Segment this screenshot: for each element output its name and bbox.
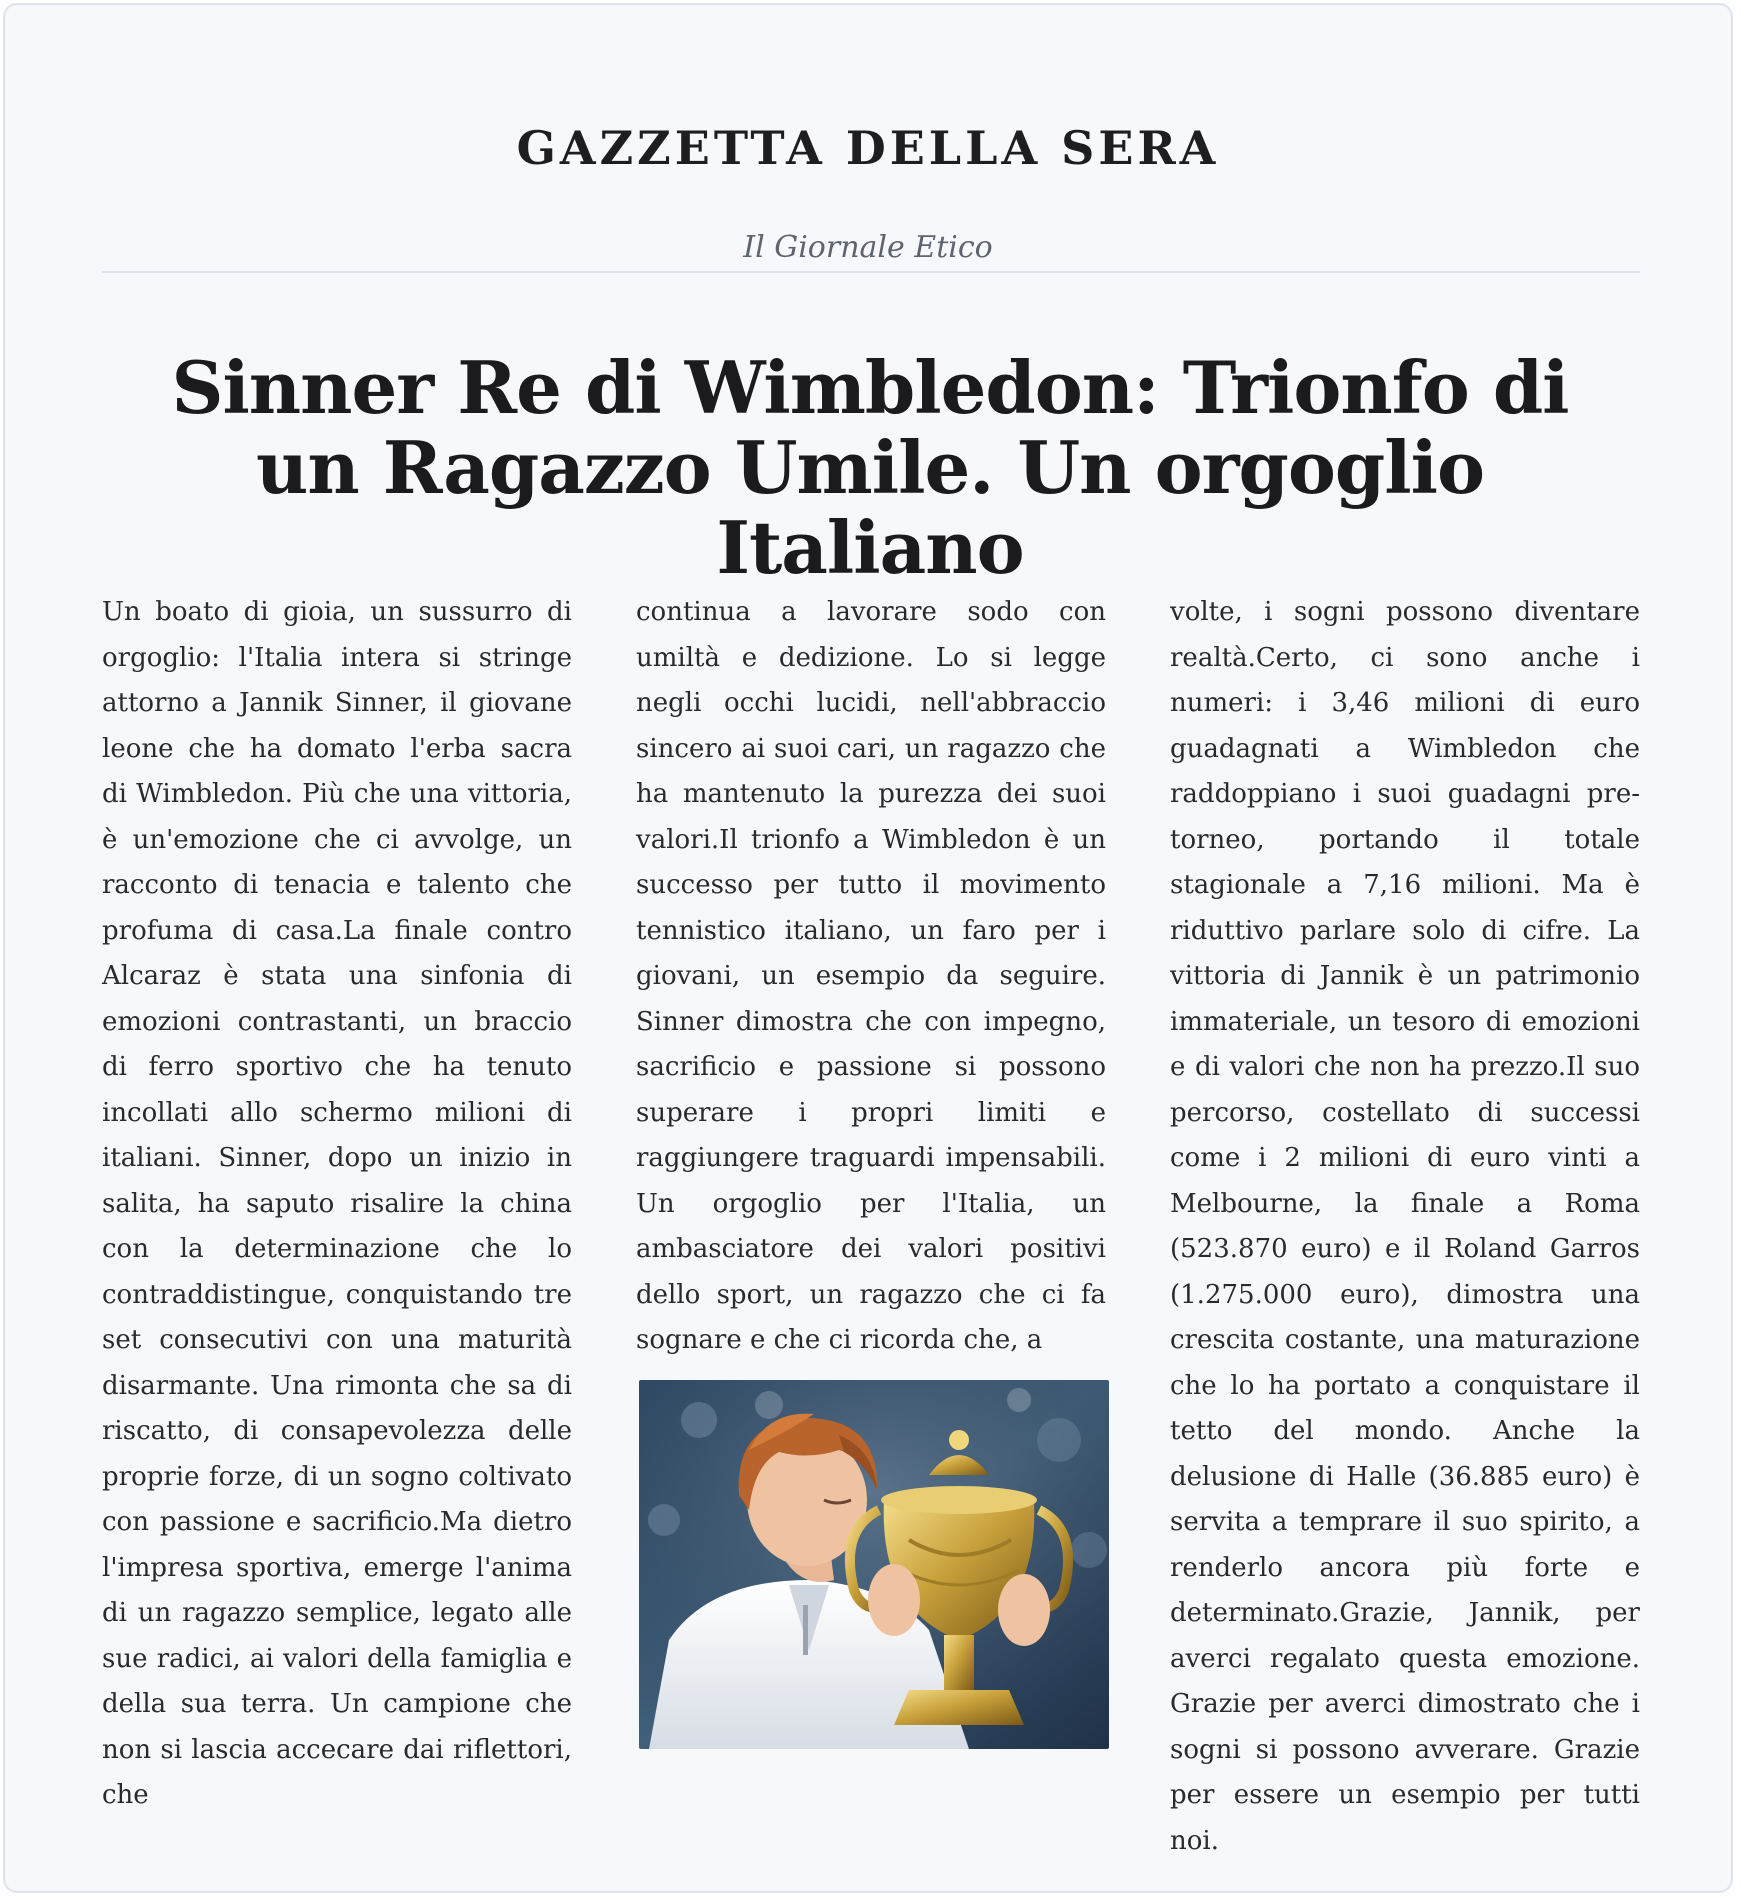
article-column-1 (102, 590, 572, 1819)
column-1-text: Un boato di gioia, un sussurro di orgoglio: l'Italia intera si stringe attorno a Jannik Sinner, il giovane leone che ha domato l'erba sacra di Wimbledon. Più che una vittoria, è un'emozione che ci avvolge, un racconto di tenacia e talento che profuma di casa.La finale contro Alcaraz è stata una sinfonia di emozioni contrastanti, un braccio di ferro sportivo che ha tenuto incollati allo schermo milioni di italiani. Sinner, dopo un inizio in salita, ha saputo risalire la china con la determinazione che lo contraddistingue, conquistando tre set consecutivi con una maturità disarmante. Una rimonta che sa di riscatto, di consapevolezza delle proprie forze, di un sogno coltivato con passione e sacrificio.Ma dietro l'impresa sportiva, emerge l'anima di un ragazzo semplice, legato alle sue radici, ai valori della famiglia e della sua terra. Un campione che non si lascia accecare dai riflettori, che (102, 597, 572, 1810)
column-3-text: volte, i sogni possono diventare realtà.Certo, ci sono anche i numeri: i 3,46 milioni di euro guadagnati a Wimbledon che raddoppiano i suoi guadagni pre-torneo, portando il totale stagionale a 7,16 milioni. Ma è riduttivo parlare solo di cifre. La vittoria di Jannik è un patrimonio immateriale, un tesoro di emozioni e di valori che non ha prezzo.Il suo percorso, costellato di successi come i 2 milioni di euro vinti a Melbourne, la finale a Roma (523.870 euro) e il Roland Garros (1.275.000 euro), dimostra una crescita costante, una maturazione che lo ha portato a conquistare il tetto del mondo. Anche la delusione di Halle (36.885 euro) è servita a temprare il suo spirito, a renderlo ancora più forte e determinato.Grazie, Jannik, per averci regalato questa emozione. Grazie per averci dimostrato che i sogni si possono avverare. Grazie per essere un esempio per tutti noi. (1170, 597, 1640, 1856)
column-2-text: continua a lavorare sodo con umiltà e dedizione. Lo si legge negli occhi lucidi, nell'abbraccio sincero ai suoi cari, un ragazzo che ha mantenuto la purezza dei suoi valori.Il trionfo a Wimbledon è un successo per tutto il movimento tennistico italiano, un faro per i giovani, un esempio da seguire. Sinner dimostra che con impegno, sacrificio e passione si possono superare i propri limiti e raggiungere traguardi impensabili. Un orgoglio per l'Italia, un ambasciatore dei valori positivi dello sport, un ragazzo che ci fa sognare e che ci ricorda che, a (636, 597, 1106, 1355)
article-column-2 (636, 590, 1106, 1364)
masthead-title: GAZZETTA DELLA SERA (516, 121, 1220, 175)
trophy-photo-illustration (639, 1380, 1109, 1749)
masthead-tagline: Il Giornale Etico (743, 230, 993, 265)
article-photo (639, 1380, 1109, 1749)
article-column-3 (1170, 590, 1640, 1864)
masthead-divider (102, 271, 1640, 273)
article-headline: Sinner Re di Wimbledon: Trionfo di un Ragazzo Umile. Un orgoglio Italiano (171, 345, 1569, 590)
newspaper-page (3, 3, 1733, 1893)
